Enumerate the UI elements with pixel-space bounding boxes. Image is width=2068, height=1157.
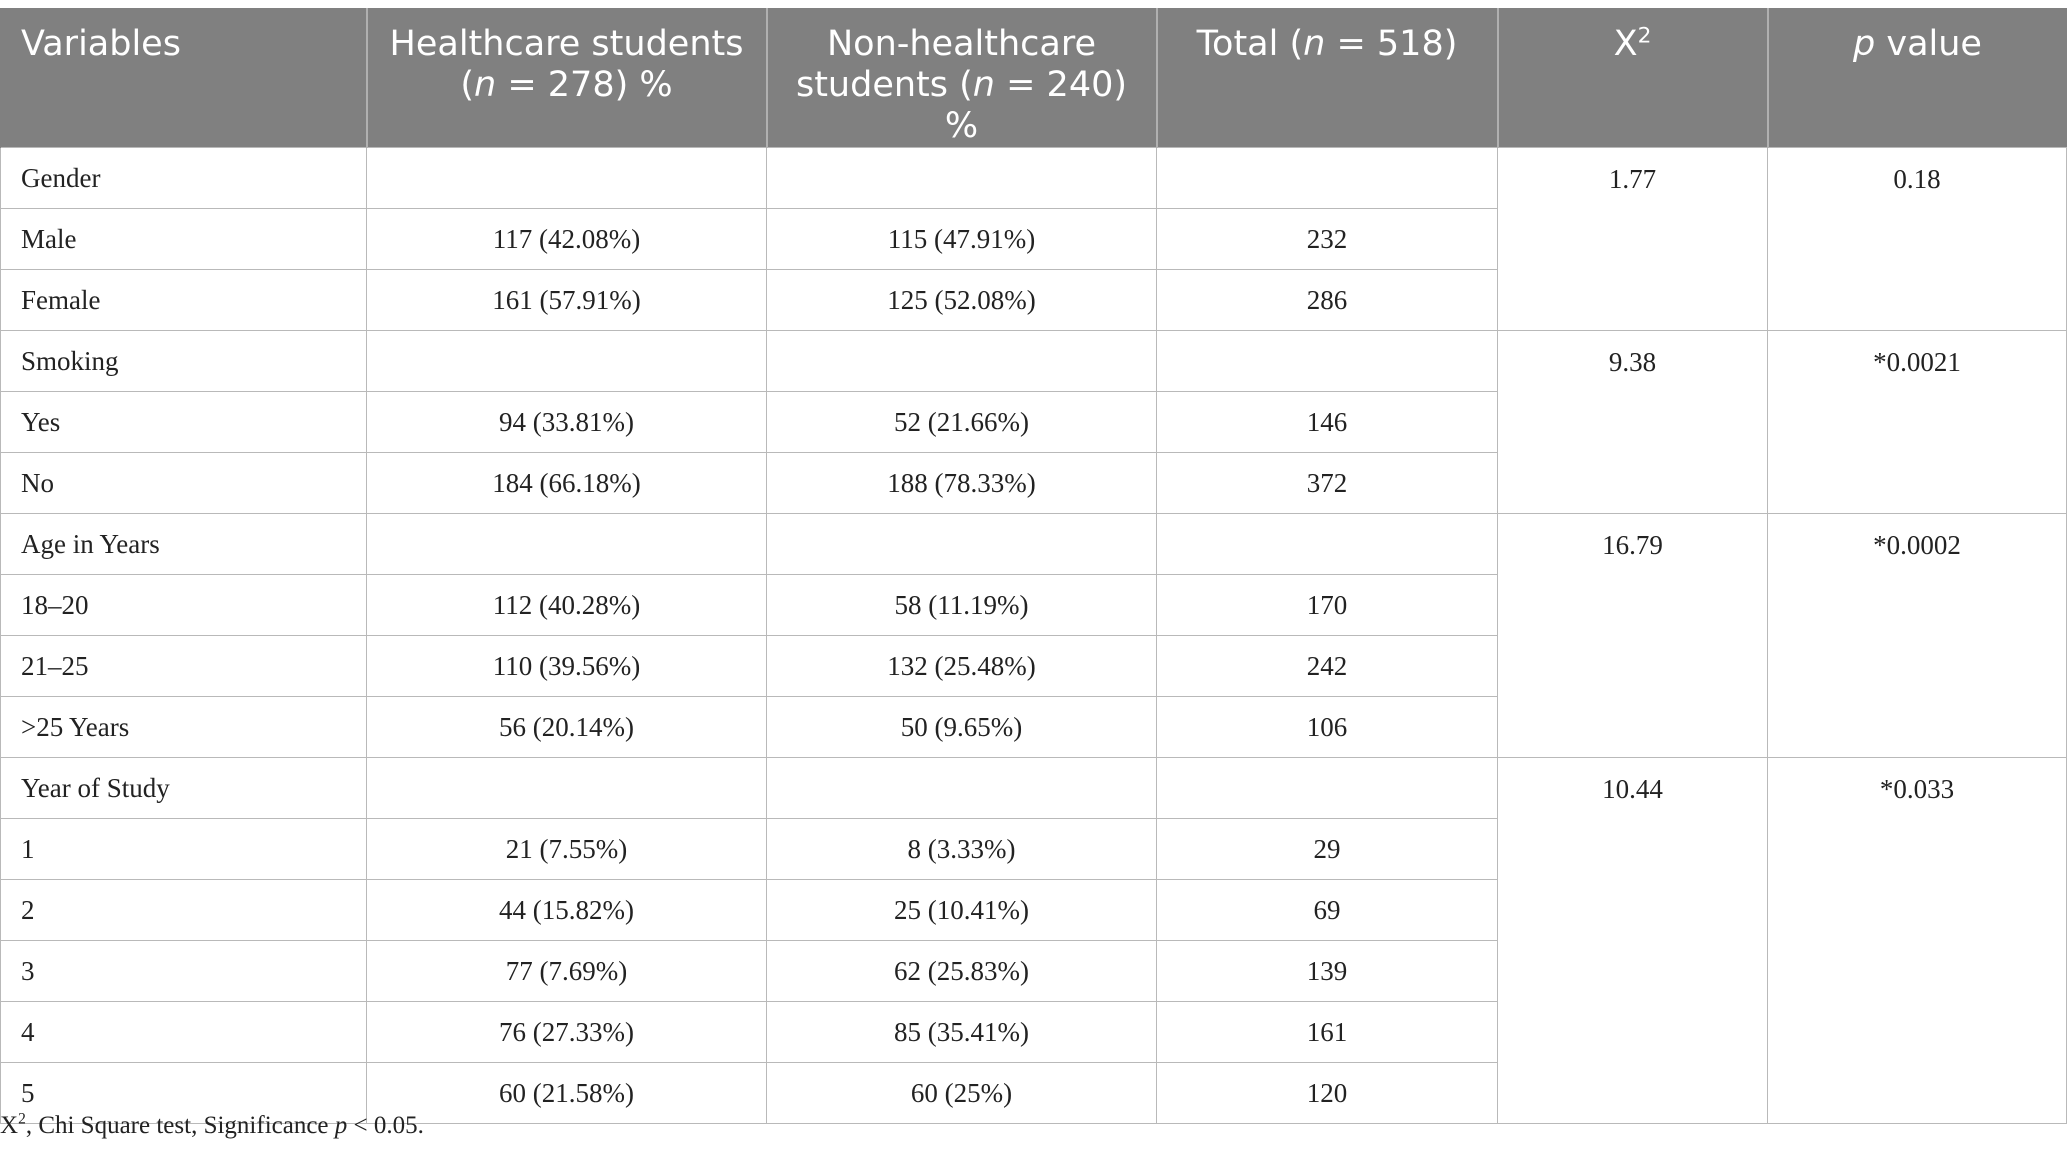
nonhealthcare-value: 125 (52.08%) (767, 270, 1157, 331)
header-nonhealthcare: Non-healthcare students (n = 240) % (767, 8, 1157, 148)
nonhealthcare-value: 188 (78.33%) (767, 453, 1157, 514)
nonhealthcare-value: 50 (9.65%) (767, 697, 1157, 758)
row-label: 18–20 (1, 575, 367, 636)
total-value: 106 (1157, 697, 1498, 758)
total-value: 120 (1157, 1063, 1498, 1124)
healthcare-value: 21 (7.55%) (367, 819, 767, 880)
nonhealthcare-value: 8 (3.33%) (767, 819, 1157, 880)
empty-cell (1157, 758, 1498, 819)
p-value: *0.033 (1768, 758, 2067, 1124)
header-p-value: p value (1768, 8, 2067, 148)
group-row-age (1, 514, 2067, 575)
healthcare-value: 112 (40.28%) (367, 575, 767, 636)
table-header (1, 8, 2067, 148)
header-variables: Variables (1, 8, 367, 148)
nonhealthcare-value: 85 (35.41%) (767, 1002, 1157, 1063)
header-total: Total (n = 518) (1157, 8, 1498, 148)
total-value: 161 (1157, 1002, 1498, 1063)
row-label: 5 (1, 1063, 367, 1124)
group-row-gender (1, 148, 2067, 209)
total-value: 69 (1157, 880, 1498, 941)
group-label: Year of Study (1, 758, 367, 819)
total-value: 146 (1157, 392, 1498, 453)
row-label: 3 (1, 941, 367, 1002)
chi-square-value: 1.77 (1498, 148, 1768, 331)
row-label: 1 (1, 819, 367, 880)
empty-cell (767, 148, 1157, 209)
empty-cell (367, 514, 767, 575)
row-label: Male (1, 209, 367, 270)
header-healthcare: Healthcare students (n = 278) % (367, 8, 767, 148)
empty-cell (1157, 331, 1498, 392)
empty-cell (367, 148, 767, 209)
nonhealthcare-value: 58 (11.19%) (767, 575, 1157, 636)
healthcare-value: 77 (7.69%) (367, 941, 767, 1002)
group-row-year-of-study (1, 758, 2067, 819)
nonhealthcare-value: 52 (21.66%) (767, 392, 1157, 453)
empty-cell (767, 514, 1157, 575)
empty-cell (367, 331, 767, 392)
chi-square-value: 9.38 (1498, 331, 1768, 514)
empty-cell (1157, 148, 1498, 209)
empty-cell (767, 331, 1157, 392)
row-label: 2 (1, 880, 367, 941)
nonhealthcare-value: 62 (25.83%) (767, 941, 1157, 1002)
empty-cell (367, 758, 767, 819)
header-chi-square: $X^2$ (1498, 8, 1768, 148)
healthcare-value: 117 (42.08%) (367, 209, 767, 270)
healthcare-value: 44 (15.82%) (367, 880, 767, 941)
p-value: 0.18 (1768, 148, 2067, 331)
chi-square-value: 16.79 (1498, 514, 1768, 758)
total-value: 372 (1157, 453, 1498, 514)
row-label: No (1, 453, 367, 514)
total-value: 170 (1157, 575, 1498, 636)
healthcare-value: 76 (27.33%) (367, 1002, 767, 1063)
total-value: 139 (1157, 941, 1498, 1002)
row-label: >25 Years (1, 697, 367, 758)
table-body (1, 148, 2067, 1124)
healthcare-value: 184 (66.18%) (367, 453, 767, 514)
healthcare-value: 60 (21.58%) (367, 1063, 767, 1124)
group-row-smoking (1, 331, 2067, 392)
healthcare-value: 110 (39.56%) (367, 636, 767, 697)
nonhealthcare-value: 25 (10.41%) (767, 880, 1157, 941)
p-value: *0.0002 (1768, 514, 2067, 758)
nonhealthcare-value: 60 (25%) (767, 1063, 1157, 1124)
empty-cell (1157, 514, 1498, 575)
nonhealthcare-value: 115 (47.91%) (767, 209, 1157, 270)
total-value: 29 (1157, 819, 1498, 880)
demographics-table (0, 8, 2067, 1124)
nonhealthcare-value: 132 (25.48%) (767, 636, 1157, 697)
group-label: Gender (1, 148, 367, 209)
total-value: 242 (1157, 636, 1498, 697)
row-label: 21–25 (1, 636, 367, 697)
healthcare-value: 161 (57.91%) (367, 270, 767, 331)
total-value: 232 (1157, 209, 1498, 270)
p-value: *0.0021 (1768, 331, 2067, 514)
group-label: Smoking (1, 331, 367, 392)
header-row (1, 8, 2067, 148)
healthcare-value: 94 (33.81%) (367, 392, 767, 453)
total-value: 286 (1157, 270, 1498, 331)
group-label: Age in Years (1, 514, 367, 575)
row-label: 4 (1, 1002, 367, 1063)
row-label: Female (1, 270, 367, 331)
row-label: Yes (1, 392, 367, 453)
healthcare-value: 56 (20.14%) (367, 697, 767, 758)
empty-cell (767, 758, 1157, 819)
chi-square-value: 10.44 (1498, 758, 1768, 1124)
table-footnote: $X^2$, Chi Square test, Significance p < 0.05. (0, 1110, 424, 1139)
